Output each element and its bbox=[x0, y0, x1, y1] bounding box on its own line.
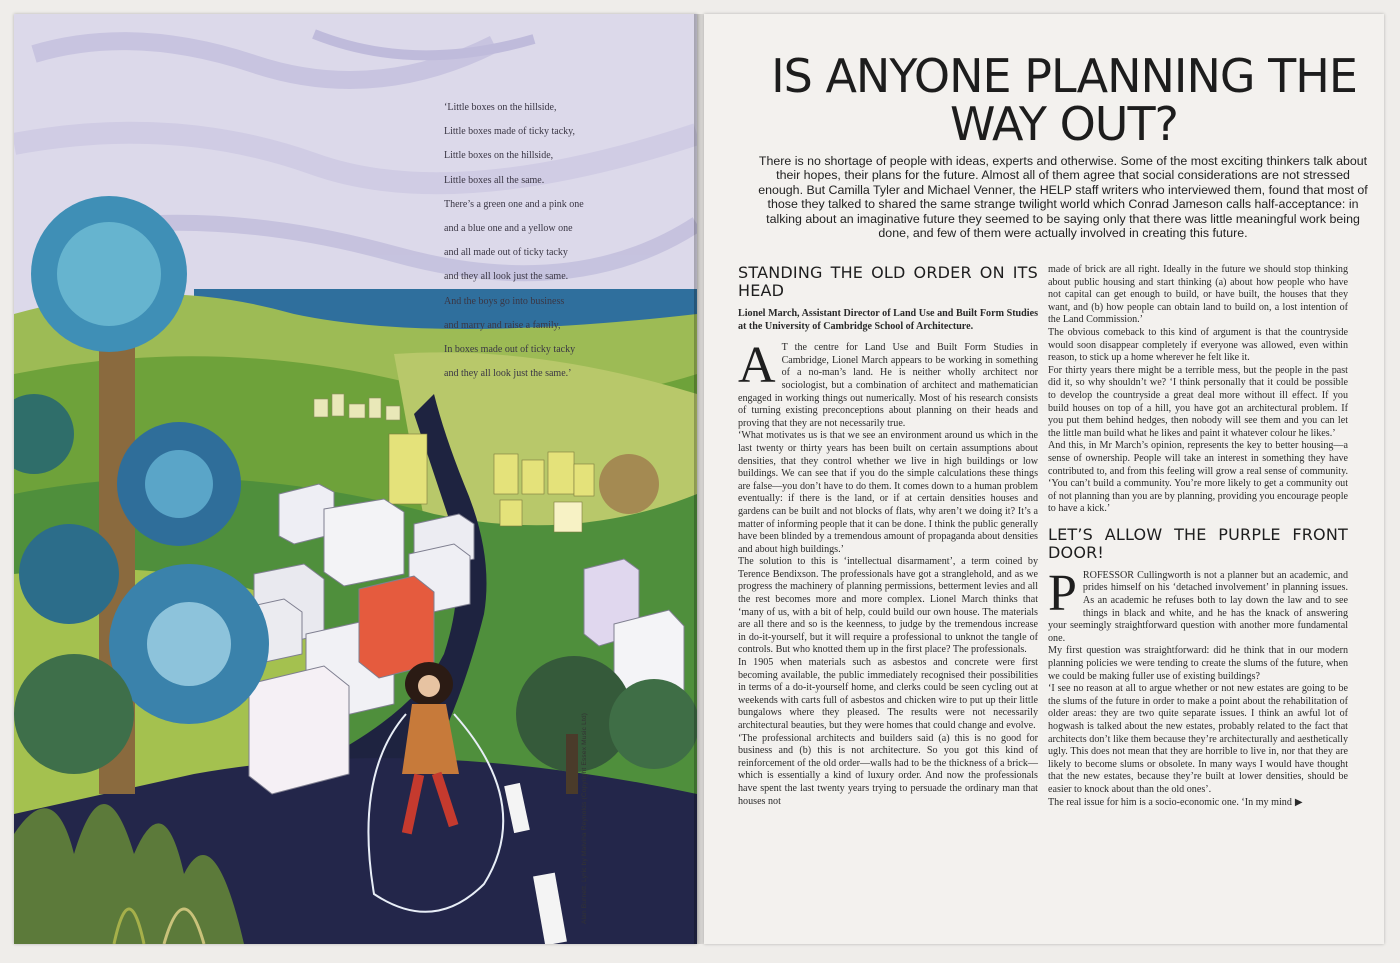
poem-line: Little boxes on the hillside, bbox=[444, 150, 554, 162]
body-paragraph: My first question was straightforward: did he think that in our modern planning policies we were tending to create the slums of the future, when we could be making fuller use of existing buildings? bbox=[1048, 645, 1348, 682]
paragraph-text: ROFESSOR Cullingworth is not a planner but an academic, and prides himself on his ‘detached involvement’ in planning issues. As an academic he refuses both to lay down the law and to see things in black and white, and he has the knack of answering your seemingly straightforward question with another more fundamental one. bbox=[1048, 569, 1348, 644]
body-paragraph: ‘What motivates us is that we see an environment around us which in the last twenty or thirty years has been built on certain assumptions about densities, that they control whether we live in high buildings or low buildings. We can see that if you do the simple calculations these things are false—you don’t have to do them. It comes down to a human problem eventually: if there is the land, or if at certain densities houses and gardens can be built and not blocks of flats, why aren’t we doing it? It’s a matter of informing people that it can be done. I think the public generally have been blinded by a tremendous amount of propaganda about densities and about high buildings.’ bbox=[738, 430, 1038, 555]
drop-cap: A bbox=[738, 337, 776, 395]
poem-line: and they all look just the same. bbox=[444, 271, 569, 283]
body-paragraph: In 1905 when materials such as asbestos and concrete were first becoming available, the public immediately recognised their possibilities in terms of a do-it-yourself home, and clerks could be seen cycling out at weekends with carts full of asbestos and chicken wire to put up their little bungalows where they pleased. The results were not necessarily architectural beauties, but they were homes that could change and evolve. bbox=[738, 657, 1038, 731]
article-column-2 bbox=[1048, 264, 1348, 809]
section-heading-wrap bbox=[1048, 526, 1348, 562]
poem-line: And the boys go into business bbox=[444, 295, 565, 307]
poem-line: and they all look just the same.’ bbox=[444, 368, 572, 380]
paragraph-text: The real issue for him is a socio-economic one. ‘In my mind bbox=[1048, 796, 1292, 808]
poem-line: and marry and raise a family, bbox=[444, 319, 561, 331]
body-paragraph: ‘I see no reason at all to argue whether or not new estates are going to be the slums of the future in order to make a point about the rehabilitation of older areas: they are two quite separate issues. I think an awful lot of hogwash is talked about the new estates, probably related to the fact that architects don’t like them because they’re architecturally and aesthetically ugly. This does not mean that they are horrible to live in, nor that they are likely to become slums or obsolete. In many ways I would have thought that the new estates, because they’re built at lower densities, should be easier to knock about than the old ones’. bbox=[1048, 683, 1348, 795]
body-paragraph: And this, in Mr March’s opinion, represents the key to better housing—a sense of ownership. People will take an interest in something they have contributed to, and from this feeling will grow a real sense of community. ‘You can’t build a community. You’re more likely to get a community out of not planning than you are by planning, providing you encourage people to have a kick.’ bbox=[1048, 440, 1348, 515]
drop-cap: P bbox=[1048, 564, 1077, 622]
poem-line: and all made out of ticky tacky bbox=[444, 247, 568, 259]
poem-line: and a blue one and a yellow one bbox=[444, 223, 573, 235]
poem-line: In boxes made out of ticky tacky bbox=[444, 343, 576, 355]
body-paragraph bbox=[1048, 797, 1348, 810]
illustration-credit: Alan Burnett, Lyric by Malvina Reynolds (Copyright Essex Music Ltd) bbox=[581, 712, 588, 924]
body-paragraph: The obvious comeback to this kind of argument is that the countryside would soon disappear completely if everyone was allowed, even within reason, to stick up a home wherever he felt like it. bbox=[1048, 326, 1348, 364]
poem-line: There’s a green one and a pink one bbox=[444, 198, 584, 210]
poem-line: Little boxes all the same. bbox=[444, 174, 545, 186]
body-paragraph bbox=[1048, 564, 1348, 646]
section-byline: Lionel March, Assistant Director of Land Use and Built Form Studies at the University of Cambridge School of Architecture. bbox=[738, 308, 1038, 332]
body-paragraph: The solution to this is ‘intellectual disarmament’, a term coined by Terence Bendixson. The professionals have got a stranglehold, and as we progress the machinery of planning permissions, betterment levies and all the rest becomes more and more complex. Lionel March thinks that ‘many of us, with a bit of help, could build our own house. The materials are all there and so is the keenness, to judge by the tremendous increase in do-it-yourself, but it will require a professional to unknot the tangle of controls. But who knotted them up in the first place? The professionals. bbox=[738, 556, 1038, 656]
illustration-page bbox=[14, 14, 697, 944]
article-standfirst: There is no shortage of people with ideas, experts and otherwise. Some of the most exciting thinkers talk about their hopes, their plans for the future. Almost all of them agree that social considerations are not stressed enough. But Camilla Tyler and Michael Venner, the HELP staff writers who interviewed them, found that most of those they talked to shared the same strange twilight world which Conrad Jameson calls half-acceptance: in talking about an imaginative future they seemed to be saying only that there was little meaningful work being done, and few of them were actually involved in creating this future. bbox=[758, 154, 1368, 241]
body-paragraph bbox=[738, 337, 1038, 430]
continue-arrow-icon: ▶ bbox=[1294, 796, 1303, 808]
section-heading-old-order: STANDING THE OLD ORDER ON ITS HEAD bbox=[738, 263, 1038, 300]
body-paragraph: ‘The professional architects and builders said (a) this is no good for business and (b) this is not architecture. So you got this kind of reinforcement of the old order—walls had to be the thickness of a brick—which is essentially a kind of luxury order. And now the professionals have spent the last twenty years trying to persuade the ordinary man that houses not bbox=[738, 732, 1038, 807]
paragraph-text: T the centre for Land Use and Built Form Studies in Cambridge, Lionel March appears to be working in something of a no-man’s land. He is neither wholly architect nor sociologist, but a combination of architect and mathematician engaged in working things out numerically. Most of his research consists of turning existing preconceptions about planning on their heads and proving that they are not necessarily true. bbox=[738, 342, 1038, 429]
body-paragraph: For thirty years there might be a terrible mess, but the people in the past did it, so why shouldn’t we? ‘I think personally that it could be possible to develop the countryside a great deal more without ill effect. If you build houses on top of a hill, you have got an architectural problem. If you put them behind hedges, then nobody will see them and you can let the little man build what he likes and paint it whatever colour he likes.’ bbox=[1048, 364, 1348, 439]
poem-quote bbox=[444, 90, 624, 380]
poem-line: Little boxes made of ticky tacky, bbox=[444, 126, 575, 138]
article-headline: IS ANYONE PLANNING THE WAY OUT? bbox=[771, 49, 1357, 151]
poem-line: ‘Little boxes on the hillside, bbox=[444, 102, 557, 114]
article-page bbox=[704, 14, 1384, 944]
body-paragraph: made of brick are all right. Ideally in the future we should stop thinking about public housing and start thinking (a) about how people who have not capital can get enough to build, or have built, the houses that they want, and (b) how people can obtain land to build on, a lost intention of the Land Commission.’ bbox=[1048, 264, 1348, 326]
section-heading-purple-door: LET’S ALLOW THE PURPLE FRONT DOOR! bbox=[1048, 524, 1348, 562]
article-column-1 bbox=[738, 264, 1038, 808]
